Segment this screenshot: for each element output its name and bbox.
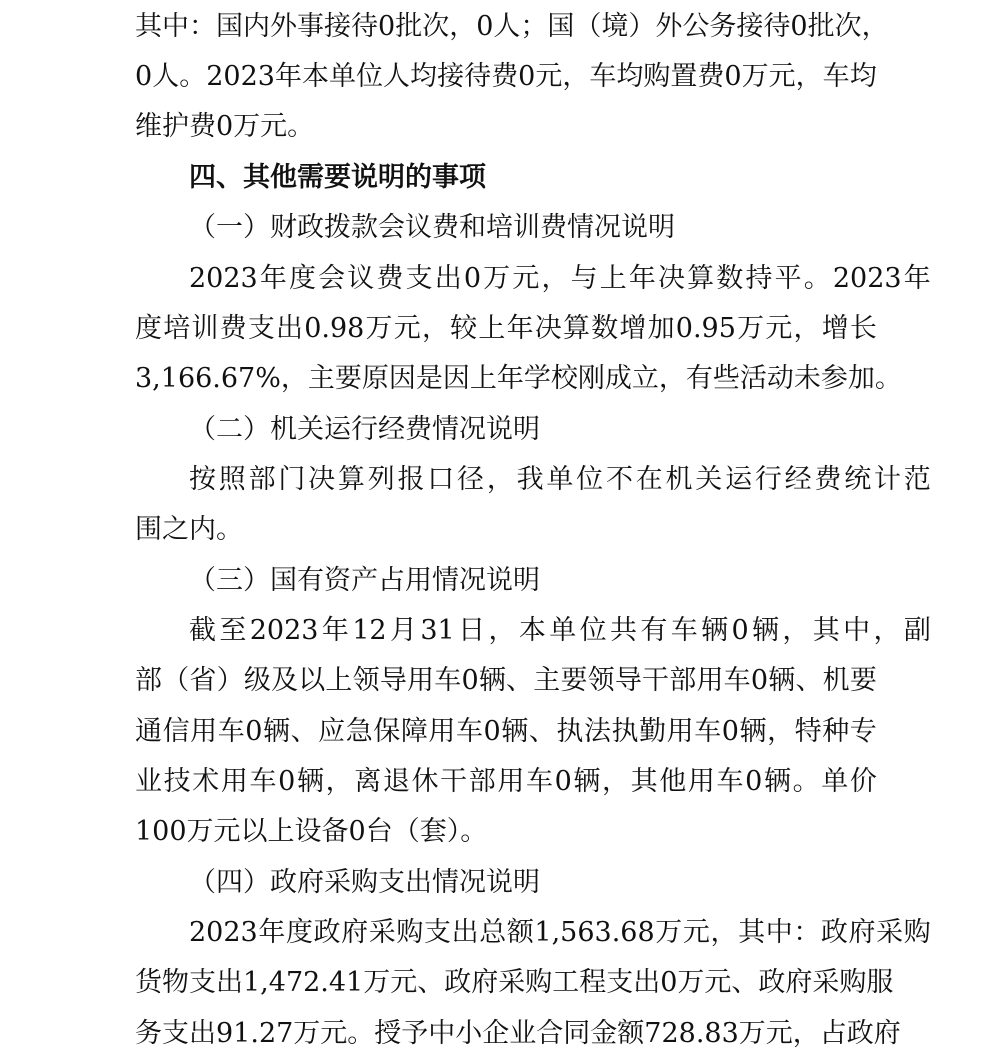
section-heading: 四、其他需要说明的事项 [189,162,486,193]
subsection-heading: （一）财政拨款会议费和培训费情况说明 [189,212,675,243]
text-line: 通 信 用 车 0 辆 、 应 急 保 障 用 车 0 辆 、 执 法 执 勤 用 车 0 辆 ， 特 种 专 [135,716,877,747]
subsection-heading: （二）机关运行经费情况说明 [189,414,540,445]
text-line: 度 培 训 费 支 出 0.98 万 元 ， 较 上 年 决 算 数 增 加 0.95 万 元 ， 增 长 [135,313,877,344]
subsection-heading: （四）政府采购支出情况说明 [189,867,540,898]
text-line: 3,166.67%，主要原因是因上年学校刚成立，有些活动未参加。 [135,363,902,394]
text-line: 100万元以上设备0台（套）。 [135,816,488,847]
text-line: 货 物 支 出 1,472.41 万 元 、 政 府 采 购 工 程 支 出 0 万 元 、 政 府 采 购 服 [135,967,894,998]
text-line: 2023 年 度 会 议 费 支 出 0 万 元 ， 与 上 年 决 算 数 持 平 。 2023 年 [189,263,931,294]
text-line: 其 中 ： 国 内 外 事 接 待 0 批 次 ， 0 人 ； 国 （ 境 ） 外 公 务 接 待 0 批 次 ， [135,11,889,42]
text-line: 按 照 部 门 决 算 列 报 口 径 ， 我 单 位 不 在 机 关 运 行 经 费 统 计 范 [189,464,931,495]
text-line: 截 至 2023 年 12 月 31 日 ， 本 单 位 共 有 车 辆 0 辆 ， 其 中 ， 副 [189,615,931,646]
text-line: 业 技 术 用 车 0 辆 ， 离 退 休 干 部 用 车 0 辆 ， 其 他 用 车 0 辆 。 单 价 [135,766,877,797]
subsection-heading: （三）国有资产占用情况说明 [189,565,540,596]
text-line: 0 人 。 2023 年 本 单 位 人 均 接 待 费 0 元 ， 车 均 购 置 费 0 万 元 ， 车 均 [135,61,877,92]
text-line: 维护费0万元。 [135,111,315,142]
text-line: 2023 年 度 政 府 采 购 支 出 总 额 1,563.68 万 元 ， 其 中 ： 政 府 采 购 [189,917,931,948]
text-line: 部 （ 省 ） 级 及 以 上 领 导 用 车 0 辆 、 主 要 领 导 干 部 用 车 0 辆 、 机 要 [135,665,877,696]
text-line: 务 支 出 91.27 万 元 。 授 予 中 小 企 业 合 同 金 额 728.83 万 元 ， 占 政 府 [135,1018,901,1049]
text-line: 围之内。 [135,514,243,545]
